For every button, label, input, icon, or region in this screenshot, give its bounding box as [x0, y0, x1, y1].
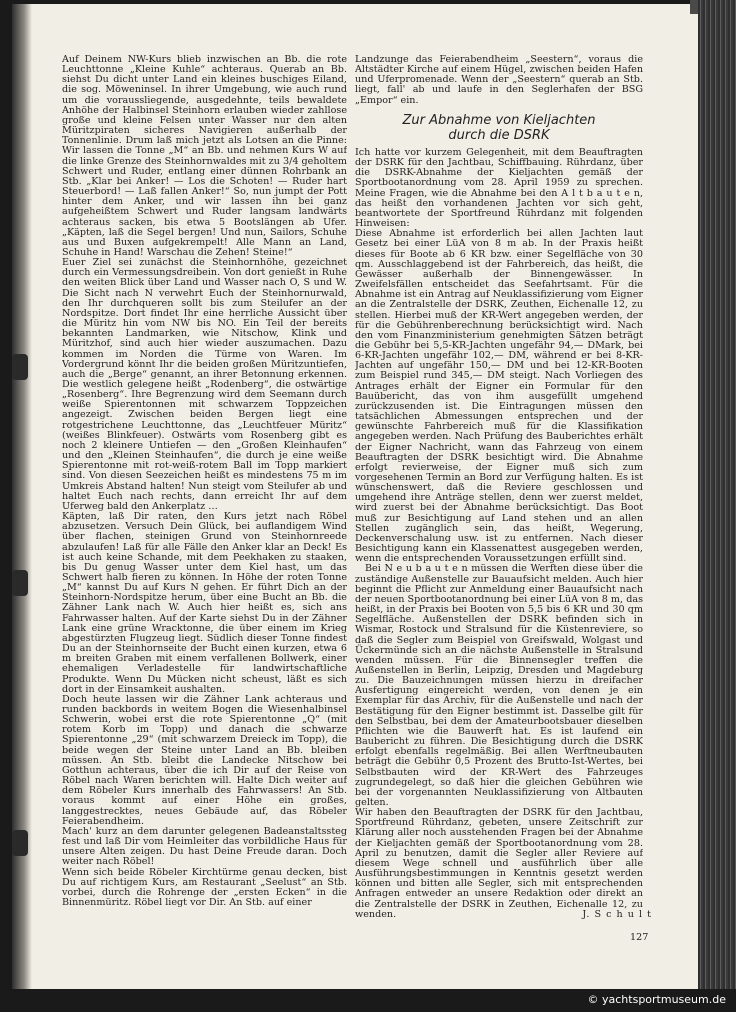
binding-hole	[12, 354, 28, 380]
magazine-page	[12, 4, 700, 989]
paragraph: Wir haben den Beauftragten der DSRK für den Jachtbau, Sportfreund Rührdanz, gebeten, unsere Zeitschrift zur Klärung aller noch ausstehenden Fragen bei der Abnahme der Kieljachten gemäß der Sportbootanordnung vom 28. April zu benutzen, damit die Segler aller Reviere auf diesem Wege schnell und ausführlich über alle Ausführungsbestimmungen in Kenntnis gesetzt werden können und bitten alle Segler, sich mit entsprechenden Anfragen entweder an unsere Redaktion oder direkt an die Zentralstelle der DSRK in Zeuthen, Eichenalle 12, zu wenden.	[355, 807, 643, 920]
paragraph: Wenn sich beide Röbeler Kirchtürme genau decken, bist Du auf richtigem Kurs, am Restaurant „Seelust“ an Stb. vorbei, durch die Rohrenge der „ersten Ecken“ in die Binnenmüritz. Röbel liegt vor Dir. An Stb. auf einer	[62, 866, 347, 908]
right-column	[355, 148, 643, 920]
heading-line-1: Zur Abnahme von Kieljachten	[402, 113, 596, 128]
page-number: 127	[630, 932, 649, 943]
paragraph: Käpten, laß Dir raten, den Kurs jetzt nach Röbel abzusetzen. Versuch Dein Glück, bei auflandigem Wind über flachen, steinigen Grund von Steinhornreede abzulaufen! Laß für alle Fälle den Anker klar an Deck! Es ist auch keine Schande, mit dem Peekhaken zu staaken, bis Du genug Wasser unter dem Kiel hast, um das Schwert halb fieren zu können. In Höhe der roten Tonne „M“ kannst Du auf Kurs N gehen. Er führt Dich an der Steinhorn-Nordspitze herum, über eine Bucht an Bb. die Zähner Lank nach W. Auch hier heißt es, sich ans Fahrwasser halten. Auf der Karte siehst Du in der Zähner Lank eine grüne Wracktonne, die über einem im Krieg abgestürzten Flugzeug liegt. Südlich dieser Tonne findest Du an der Steinhornseite der Bucht einen kurzen, etwa 6 m breiten Graben mit einem verfallenen Bollwerk, einer ehemaligen Verladestelle für landwirtschaftliche Produkte. Wenn Du Mücken nicht scheust, läßt es sich dort in der Einsamkeit aushalten.	[62, 511, 347, 695]
binding-hole	[12, 570, 28, 596]
paragraph: Doch heute lassen wir die Zähner Lank achteraus und runden backbords in weitem Bogen die Wiesenhalbinsel Schwerin, wobei erst die rote Spierentonne „Q“ (mit rotem Korb im Topp) und danach die schwarze Spierentonne „29“ (mit schwarzem Dreieck im Topp), die beide wegen der Steine unter Land an Bb. bleiben müssen. An Stb. bleibt die Landecke Nitschow bei Gotthun achteraus, über die ich Dir auf der Reise von Röbel nach Waren berichten will. Halte Dich weiter auf dem Röbeler Kurs innerhalb des Fahrwassers! An Stb. voraus kommt auf einer Höhe ein großes, langgestrecktes, neues Gebäude auf, das Röbeler Feierabendheim.	[62, 693, 347, 827]
paragraph: Bei N e u b a u t e n müssen die Werften diese über die zuständige Außenstelle zur Bauaufsicht melden. Auch hier beginnt die Pflicht zur Anmeldung einer Bauaufsicht nach der neuen Sportbootanordnung bei einer LüA von 8 m, das heißt, in der Praxis bei Booten von 5,5 bis 6 KR und 30 qm Segelfläche. Außenstellen der DSRK befinden sich in Wismar, Rostock und Stralsund für die Küstenreviere, so daß die Segler zum Beispiel von Greifswald, Wolgast und Ückermünde sich an die nächste Außenstelle in Stralsund wenden müssen. Für die Binnensegler treffen die Außenstellen in Berlin, Leipzig, Dresden und Magdeburg zu. Die Bauzeichnungen müssen hierzu in dreifacher Ausfertigung eingereicht werden, von denen je ein Exemplar für das Archiv, für die Außenstelle und nach der Bestätigung für den Eigner bestimmt ist. Dasselbe gilt für den Selbstbau, bei dem der Amateurbootsbauer dieselben Pflichten wie die Bauwerft hat. Es ist laufend ein Baubericht zu führen. Die Besichtigung durch die DSRK erfolgt ebenfalls regelmäßig. Bei allen Werftneubauten beträgt die Gebühr 0,5 Prozent des Brutto-Ist-Wertes, bei Selbstbauten wird der KR-Wert des Fahrzeuges zugrundegelegt, so daß hier die gleichen Gebühren wie bei der vorgenannten Neuklassifizierung von Altbauten gelten.	[355, 563, 643, 808]
right-column-top	[355, 55, 643, 115]
book-page-edges	[698, 0, 736, 1012]
author-signature: J. S c h u l t	[582, 909, 652, 920]
article-heading	[355, 113, 643, 143]
paragraph: Ich hatte vor kurzem Gelegenheit, mit dem Beauftragten der DSRK für den Jachtbau, Schiffbauing. Rührdanz, über die DSRK-Abnahme der Kieljachten gemäß der Sportbootanordnung vom 28. April 1959 zu sprechen. Meine Fragen, wie die Abnahme bei den A l t b a u t e n, das heißt den vorhandenen Jachten vor sich geht, beantwortete der Sportfreund Rührdanz mit folgenden Hinweisen:	[355, 148, 643, 230]
paragraph: Diese Abnahme ist erforderlich bei allen Jachten laut Gesetz bei einer LüA von 8 m ab. In der Praxis heißt dieses für Boote ab 6 KR bzw. einer Segelfläche von 30 qm. Ausschlaggebend ist der Fahrbereich, das heißt, die Gewässer außerhalb der Binnengewässer. In Zweifelsfällen entscheidet das Seefahrtsamt. Für die Abnahme ist ein Antrag auf Neuklassifizierung vom Eigner an die Zentralstelle der DSRK, Zeuthen, Eichenalle 12, zu stellen. Hierbei muß der KR-Wert angegeben werden, der für die Gebührenberechnung berücksichtigt wird. Nach den vom Finanzministerium genehmigten Sätzen beträgt die Gebühr bei 5,5-KR-Jachten ungefähr 94,— DMark, bei 6-KR-Jachten ungefähr 102,— DM, während er bei 8-KR-Jachten auf ungefähr 150,— DM und bei 12-KR-Booten zum Beispiel rund 345,— DM steigt. Nach Vorliegen des Antrages erhält der Eigner ein Formular für den Bauübericht, das von ihm ausgefüllt umgehend zurückzusenden ist. Die Eintragungen müssen den tatsächlichen Abmessungen entsprechen und der gewünschte Fahrbereich muß für die Klassifikation angegeben werden. Nach Prüfung des Bauberichtes erhält der Eigner Nachricht, wann das Fahrzeug von einem Beauftragten der DSRK besichtigt wird. Die Abnahme erfolgt revierweise, der Eigner muß sich zum vorgesehenen Termin an Bord zur Verfügung halten. Es ist wünschenswert, daß die Reviere geschlossen und umgehend ihre Anträge stellen, denn wer zuerst meldet, wird zuerst bei der Abnahme berücksichtigt. Das Boot muß zur Besichtigung auf Land stehen und an allen Stellen zugänglich sein, das heißt, Wegerung, Deckenverschalung usw. ist zu entfernen. Nach dieser Besichtigung kann ein Klassenattest ausgegeben werden, wenn die entsprechenden Voraussetzungen erfüllt sind.	[355, 228, 643, 565]
left-column	[62, 55, 347, 913]
paragraph: Auf Deinem NW-Kurs blieb inzwischen an Bb. die rote Leuchttonne „Kleine Kuhle“ achteraus. Querab an Bb. siehst Du dicht unter Land ein kleines buschiges Eiland, die sog. Möweninsel. In ihrer Umgebung, wie auch rund um die voraussliegende, ausgedehnte, teils bewaldete Anhöhe der Halbinsel Steinhorn erlauben wieder zahllose große und kleine Felsen unter Wasser nur den alten Müritzpiraten sicheres Navigieren außerhalb der Tonnenlinie. Drum laß mich jetzt als Lotsen an die Pinne: Wir lassen die Tonne „M“ an Bb. und nehmen Kurs W auf die linke Grenze des Steinhornwaldes mit zu 3/4 geholtem Schwert und Ruder, entlang einer dünnen Rohrbank an Stb. „Klar bei Anker! — Los die Schoten! — Ruder hart Steuerbord! — Laß fallen Anker!“ So, nun jumpt der Pott hinter dem Anker, und wir lassen ihn bei ganz aufgeheißtem Schwert und Ruder langsam landwärts achteraus sacken, bis etwa 5 Bootslängen ab Ufer. „Käpten, laß die Segel bergen! Und nun, Sailors, Schuhe aus und Buxen aufgekrempelt! Alle Mann an Land, Schuhe in Hand! Warschau die Zehen! Steine!“	[62, 55, 347, 258]
binding-hole	[12, 830, 28, 856]
heading-line-2: durch die DSRK	[448, 128, 550, 143]
paragraph: Landzunge das Feierabendheim „Seestern“, voraus die Altstädter Kirche auf einem Hügel, zwischen beiden Hafen und Uferpromenade. Wenn der „Seestern“ querab an Stb. liegt, fall' ab und laufe in den Seglerhafen der BSG „Empor“ ein.	[355, 55, 643, 106]
watermark: © yachtsportmuseum.de	[587, 993, 726, 1006]
paragraph: Mach' kurz an dem darunter gelegenen Badeanstaltssteg fest und laß Dir vom Heimleiter das vorbildliche Haus für unsere Alten zeigen. Du hast Deine Freude daran. Doch weiter nach Röbel!	[62, 825, 347, 868]
paragraph: Euer Ziel sei zunächst die Steinhornhöhe, gezeichnet durch ein Vermessungsdreibein. Von dort genießt in Ruhe den weiten Blick über Land und Wasser nach O, S und W. Die Sicht nach N verwehrt Euch der Steinhornurwald, den Ihr durchqueren sollt bis zum Steilufer an der Nordspitze. Dort findet Ihr eine herrliche Aussicht über die Müritz hin vom NW bis NO. Ein Teil der bereits bekannten Landmarken, wie Nitschow, Klink und Müritzhof, sind auch hier wieder auszumachen. Dazu kommen im Norden die Türme von Waren. Im Vordergrund könnt Ihr die beiden großen Müritzuntiefen, auch die „Berge“ genannt, an ihrer Betonnung erkennen. Die westlich gelegene heißt „Rodenberg“, die ostwärtige „Rosenberg“. Ihre Begrenzung wird dem Seemann durch weiße Spierentonnen mit schwarzem Toppzeichen angezeigt. Zwischen beiden Bergen liegt eine rotgestrichene Leuchttonne, das „Leuchtfeuer Müritz“ (weißes Blinkfeuer). Ostwärts vom Rosenberg gibt es noch 2 kleinere Untiefen — den „Großen Kleinhaufen“ und den „Kleinen Steinhaufen“, die durch je eine weiße Spierentonne mit rot-weiß-rotem Ball im Topp markiert sind. Von diesen Seezeichen heißt es mindestens 75 m im Umkreis Abstand halten! Nun steigt vom Steilufer ab und haltet Euch nach rechts, dann erreicht Ihr auf dem Uferweg bald den Ankerplatz …	[62, 257, 347, 512]
